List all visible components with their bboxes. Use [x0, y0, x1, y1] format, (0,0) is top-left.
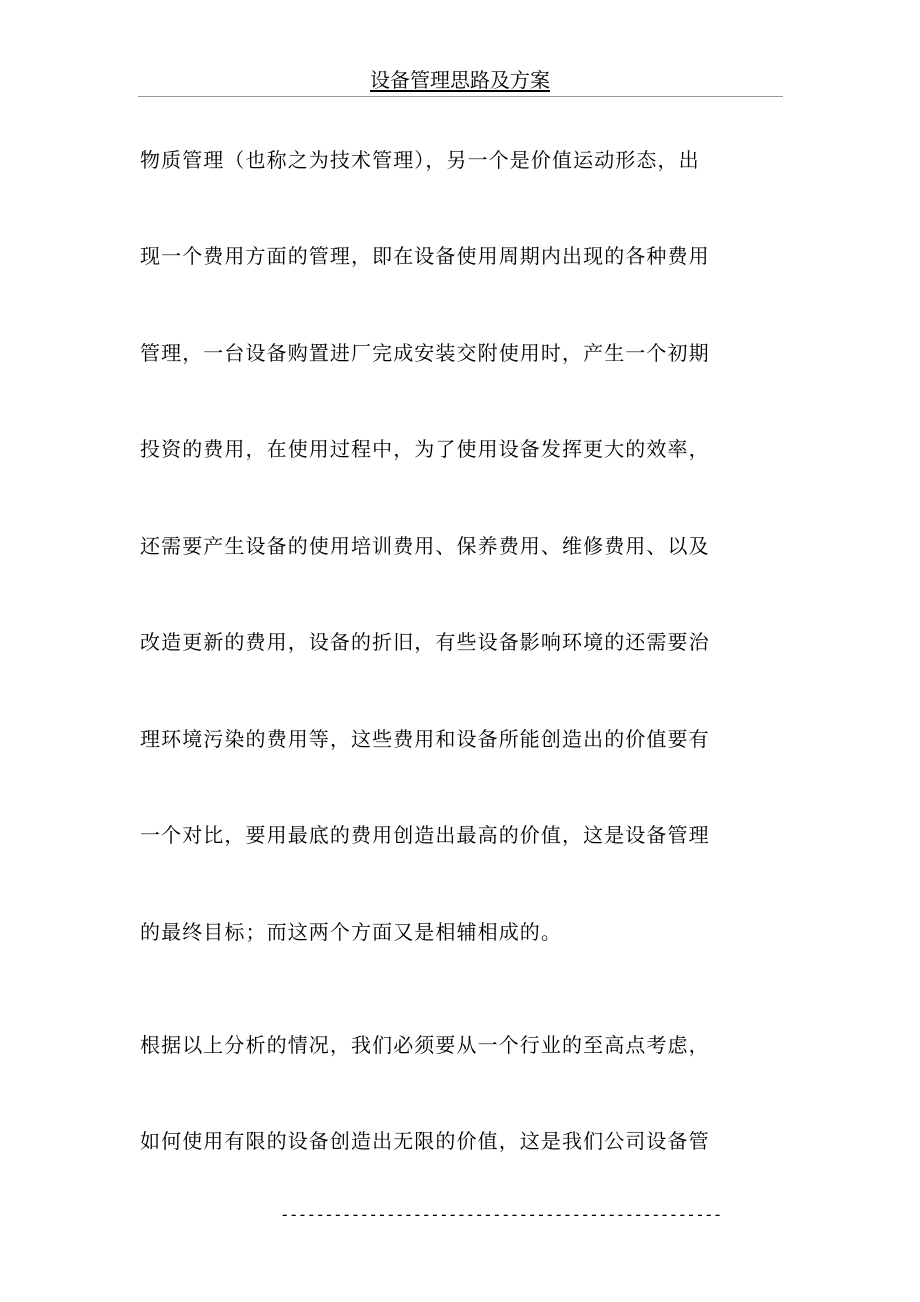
- body-text-line: 一个对比，要用最底的费用创造出最高的价值，这是设备管理: [140, 823, 710, 847]
- body-text-line: 的最终目标；而这两个方面又是相辅相成的。: [140, 920, 562, 944]
- body-text-line: 如何使用有限的设备创造出无限的价值，这是我们公司设备管: [140, 1129, 710, 1153]
- body-text-line: 理环境污染的费用等，这些费用和设备所能创造出的价值要有: [140, 727, 710, 751]
- body-text-line: 改造更新的费用，设备的折旧，有些设备影响环境的还需要治: [140, 630, 710, 654]
- body-text-line: 投资的费用，在使用过程中，为了使用设备发挥更大的效率，: [140, 437, 710, 461]
- body-text-line: 管理，一台设备购置进厂完成安装交附使用时，产生一个初期: [140, 341, 710, 365]
- body-text-line: 物质管理（也称之为技术管理），另一个是价值运动形态，出: [140, 148, 700, 172]
- page-header-title: 设备管理思路及方案: [370, 68, 550, 92]
- header-divider: [138, 96, 783, 97]
- body-text-line: 现一个费用方面的管理，即在设备使用周期内出现的各种费用: [140, 244, 710, 268]
- body-text-line: 还需要产生设备的使用培训费用、保养费用、维修费用、以及: [140, 534, 710, 558]
- body-text-line: 根据以上分析的情况，我们必须要从一个行业的至高点考虑，: [140, 1033, 710, 1057]
- footer-dashed-rule: --------------------------------------------------: [280, 1205, 722, 1224]
